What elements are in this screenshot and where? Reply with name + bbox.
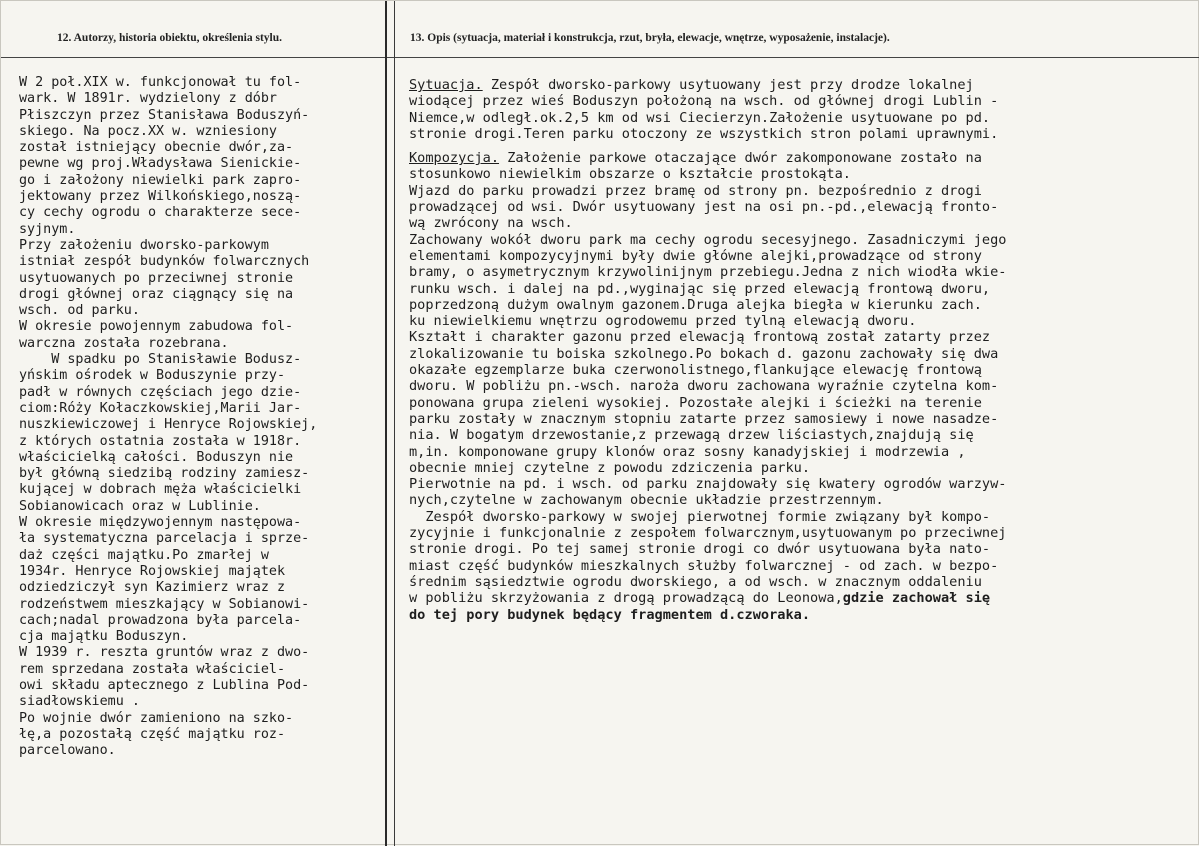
description-text: zlokalizowanie tu boiska szkolnego.Po bokach d. gazonu zachowały się dwa (409, 345, 999, 362)
description-text: runku wsch. i dalej na pd.,wyginając się przed elewacją frontową dworu, (409, 280, 991, 297)
description-text-line (409, 297, 1189, 313)
paragraph-spacer (409, 142, 1189, 150)
description-text-line (409, 525, 1189, 541)
description-text-line (409, 574, 1189, 590)
history-text-line: usytuowanych po przeciwnej stronie (19, 270, 294, 286)
description-text: stosunkowo niewielkim obszarze o kształcie prostokąta. (409, 166, 851, 183)
description-text: Pierwotnie na pd. i wsch. od parku znajdowały się kwatery ogrodów warzyw- (409, 476, 1007, 493)
history-text-line: nuszkiewiczowej i Henryce Rojowskiej, (19, 417, 318, 433)
description-text-line (409, 110, 1189, 126)
section-label-sytuacja: Sytuacja. (409, 77, 483, 93)
history-text-line: Przy założeniu dworsko-parkowym (19, 237, 269, 253)
history-text-line: W 1939 r. reszta gruntów wraz z dwo- (19, 645, 310, 661)
section-heading-authors-history: 12. Autorzy, historia obiektu, określenia stylu. (57, 32, 283, 44)
history-text-line: padł w równych częściach jego dzie- (19, 384, 302, 400)
description-text: Zespół dworsko-parkowy usytuowany jest przy drodze lokalnej (482, 77, 974, 93)
description-text-line (409, 492, 1189, 508)
description-text: nia. W bogatym drzewostanie,z przewagą drzew liściastych,znajdują się (409, 427, 974, 444)
history-text-line: został istniejący obecnie dwór,za- (19, 140, 294, 156)
description-text-line (409, 346, 1189, 362)
description-text-line (409, 232, 1189, 248)
history-text-line: yńskim ośrodek w Boduszynie przy- (19, 368, 286, 384)
history-text-line: kującej w dobrach męża właścicielki (19, 482, 302, 498)
description-text-line (409, 411, 1189, 427)
history-text-line: daż części majątku.Po zmarłej w (19, 547, 269, 563)
column-divider-secondary (394, 1, 395, 846)
history-text-line: wsch. od parku. (19, 303, 140, 319)
description-text-line (409, 362, 1189, 378)
history-text-line: 1934r. Henryce Rojowskiej majątek (19, 563, 286, 579)
history-text-line: W okresie międzywojennym następowa- (19, 515, 302, 531)
history-text-line: wark. W 1891r. wydzielony z dóbr (19, 91, 277, 107)
description-text-line (409, 558, 1189, 574)
description-text-line (409, 395, 1189, 411)
history-text-line: siadłowskiemu . (19, 694, 140, 710)
description-text-line (409, 166, 1189, 182)
description-text: zycyjnie i funkcjonalnie z zespołem folwarcznym,usytuowanym po przeciwnej (409, 525, 1007, 542)
description-text: wiodącej przez wieś Boduszyn położoną na wsch. od głównej drogi Lublin - (409, 93, 999, 110)
history-text-line: drogi głównej oraz ciągnący się na (19, 286, 294, 302)
description-text-line (409, 183, 1189, 199)
description-text: Wjazd do parku prowadzi przez bramę od strony pn. bezpośrednio z drogi (409, 182, 982, 199)
description-text-emphasis: gdzie zachował się (842, 590, 991, 607)
section-label-kompozycja: Kompozycja. (409, 150, 500, 167)
history-text-line: go i założony niewielki park zapro- (19, 172, 302, 188)
description-text-line (409, 264, 1189, 280)
history-text-line: Sobianowicach oraz w Lublinie. (19, 498, 261, 514)
description-text: stronie drogi.Teren parku otoczony ze wszystkich stron polami uprawnymi. (409, 125, 999, 142)
description-text: m,in. komponowane grupy klonów oraz sosny kanadyjskiej i modrzewia , (409, 443, 966, 460)
description-text-column (409, 77, 1189, 623)
description-text-line (409, 215, 1189, 231)
section-heading-description: 13. Opis (sytuacja, materiał i konstrukcja, rzut, bryła, elewacje, wnętrze, wyposażenie, instalacje). (410, 32, 890, 44)
description-text: Kształt i charakter gazonu przed elewacją frontową został zatarty przez (409, 329, 991, 346)
history-text-line: W okresie powojennym zabudowa fol- (19, 319, 294, 335)
description-text: wą zwrócony na wsch. (409, 215, 573, 232)
description-text-line (409, 281, 1189, 297)
description-text: parku zostały w znacznym stopniu zatarte przez samosiewy i nowe nasadze- (409, 410, 999, 427)
history-text-line: cja majątku Boduszyn. (19, 629, 189, 645)
history-text-line: właścicielką całości. Boduszyn nie (19, 449, 294, 465)
description-text-emphasis: do tej pory budynek będący fragmentem d.czworaka. (409, 606, 811, 623)
description-text: okazałe egzemplarze buka czerwonolistnego,flankujące elewację frontową (409, 362, 982, 379)
description-text-line (409, 150, 1189, 166)
description-text: elementami kompozycyjnymi były dwie główne alejki,prowadzące od strony (409, 247, 982, 264)
description-text-line (409, 607, 1189, 623)
description-text: bramy, o asymetrycznym krzywolinijnym przebiegu.Jedna z nich wiodła wkie- (409, 264, 1007, 281)
history-text-line: syjnym. (19, 221, 76, 237)
history-text-line: łę,a pozostałą część majątku roz- (19, 726, 286, 742)
description-text: ponowana grupa zieleni wysokiej. Pozostałe alejki i ścieżki na terenie (409, 394, 982, 411)
history-text-line: W spadku po Stanisławie Bodusz- (19, 352, 302, 368)
history-text-line: rodzeństwem mieszkający w Sobianowi- (19, 596, 310, 612)
history-text-column (19, 75, 381, 759)
history-text-line: ciom:Róży Kołaczkowskiej,Marii Jar- (19, 400, 302, 416)
description-text: Założenie parkowe otaczające dwór zakomponowane zostało na (499, 150, 982, 167)
description-text-line (409, 460, 1189, 476)
history-text-line: ła systematyczna parcelacja i sprze- (19, 531, 310, 547)
description-text-line (409, 199, 1189, 215)
description-text-line (409, 248, 1189, 264)
description-text: stronie drogi. Po tej samej stronie drogi co dwór usytuowana była nato- (409, 541, 991, 558)
history-text-line: Po wojnie dwór zamieniono na szko- (19, 710, 294, 726)
history-text-line: W 2 poł.XIX w. funkcjonował tu fol- (19, 75, 302, 90)
column-divider (385, 1, 387, 846)
description-text-line (409, 427, 1189, 443)
history-text-line: z których ostatnia została w 1918r. (19, 433, 302, 449)
description-text-line (409, 590, 1189, 606)
description-text-line (409, 77, 1189, 93)
history-text-line: Płiszczyn przez Stanisława Boduszyń- (19, 107, 310, 123)
description-text-line (409, 476, 1189, 492)
description-text: obecnie mniej czytelne z powodu zdziczenia parku. (409, 459, 811, 476)
description-text-line (409, 126, 1189, 142)
description-text-line (409, 509, 1189, 525)
description-text-line (409, 378, 1189, 394)
history-text-line: owi składu aptecznego z Lublina Pod- (19, 677, 310, 693)
history-text-line: istniał zespół budynków folwarcznych (19, 254, 310, 270)
description-text: miast część budynków mieszkalnych służby folwarcznej - od zach. w bezpo- (409, 557, 999, 574)
description-text: nych,czytelne w zachowanym obecnie układzie przestrzennym. (409, 492, 884, 509)
description-text: Zachowany wokół dworu park ma cechy ogrodu secesyjnego. Zasadniczymi jego (409, 231, 1007, 248)
description-text-line (409, 93, 1189, 109)
description-text-line (409, 329, 1189, 345)
history-text-line: cach;nadal prowadzona była parcela- (19, 612, 302, 628)
description-text: Zespół dworsko-parkowy w swojej pierwotnej formie związany był kompo- (409, 508, 991, 525)
description-text: poprzedzoną dużym owalnym gazonem.Druga alejka biegła w kierunku zach. (409, 296, 982, 313)
history-text-line: skiego. Na pocz.XX w. wzniesiony (19, 123, 277, 139)
header-rule (1, 57, 1199, 58)
history-text-line: jektowany przez Wilkońskiego,noszą- (19, 189, 302, 205)
history-text-line: był główną siedzibą rodziny zamiesz- (19, 466, 310, 482)
history-text-line: parcelowano. (19, 743, 116, 759)
description-text: dworu. W pobliżu pn.-wsch. naroża dworu zachowana wyraźnie czytelna kom- (409, 378, 999, 395)
description-text-line (409, 313, 1189, 329)
history-text-line: rem sprzedana została właściciel- (19, 661, 286, 677)
description-text: Niemce,w odległ.ok.2,5 km od wsi Ciecierzyn.Założenie usytuowane po pd. (409, 109, 991, 126)
description-text-line (409, 444, 1189, 460)
history-text-line: warczna została rozebrana. (19, 335, 229, 351)
history-text-line: cy cechy ogrodu o charakterze sece- (19, 205, 302, 221)
description-text: ku niewielkiemu wnętrzu ogrodowemu przed tylną elewacją dworu. (409, 313, 917, 330)
description-text-line (409, 541, 1189, 557)
description-text: prowadzącej od wsi. Dwór usytuowany jest na osi pn.-pd.,elewacją fronto- (409, 199, 999, 216)
description-text: średnim sąsiedztwie ogrodu dworskiego, a od wsch. w znacznym oddaleniu (409, 573, 982, 590)
history-text-line: odziedziczył syn Kazimierz wraz z (19, 580, 286, 596)
history-text-line: pewne wg proj.Władysława Sienickie- (19, 156, 302, 172)
description-text: w pobliżu skrzyżowania z drogą prowadzącą do Leonowa, (409, 590, 843, 607)
